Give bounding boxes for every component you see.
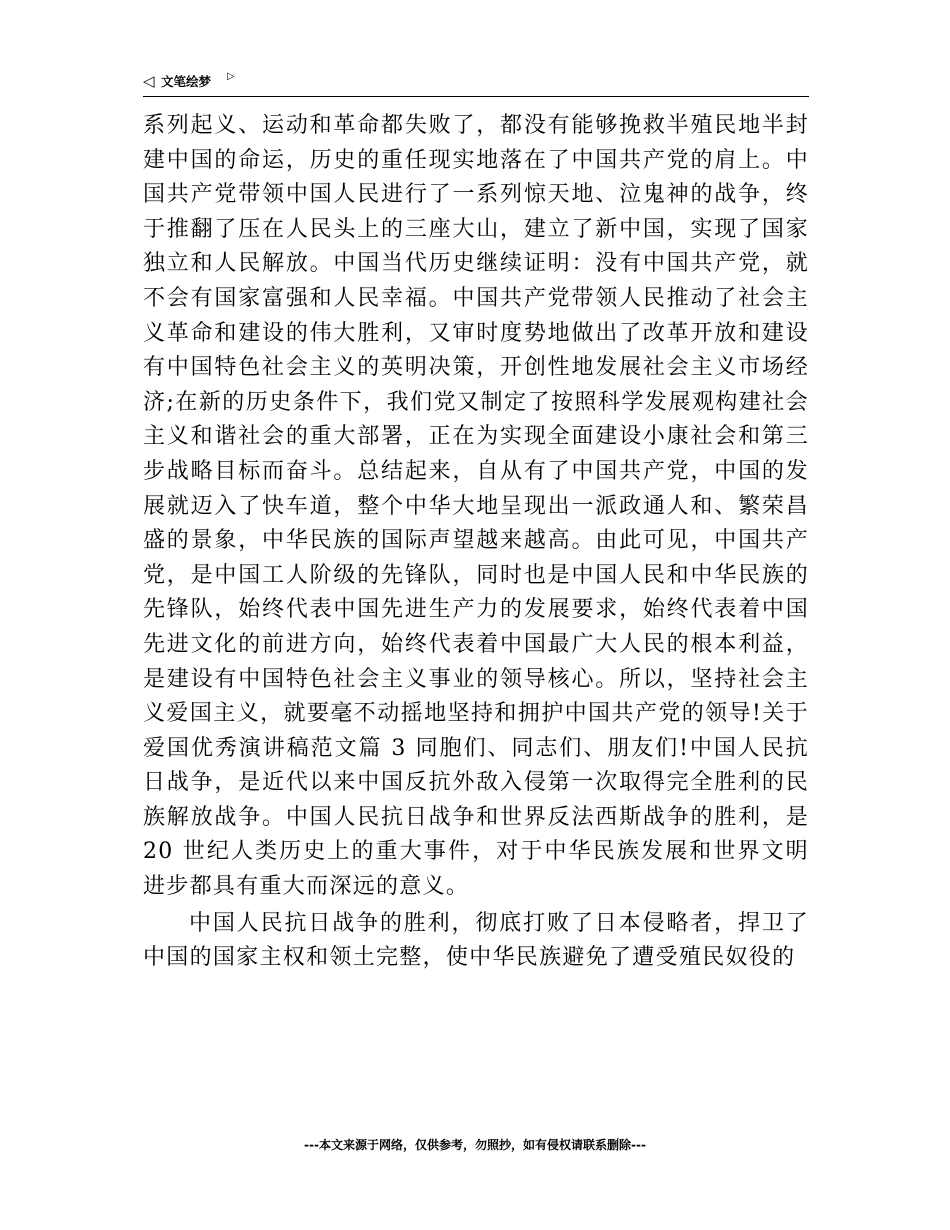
header-title: 文笔绘梦	[161, 74, 212, 89]
page-header	[143, 70, 809, 97]
document-body	[143, 109, 809, 976]
left-triangle-icon: ◁	[143, 72, 155, 90]
page-footer-disclaimer: ---本文来源于网络，仅供参考，勿照抄，如有侵权请联系删除---	[304, 1138, 646, 1152]
body-paragraph-2: 中国人民抗日战争的胜利，彻底打败了日本侵略者，捍卫了中国的国家主权和领土完整，使中华民族避免了遭受殖民奴役的	[143, 910, 809, 971]
body-paragraph-1: 系列起义、运动和革命都失败了，都没有能够挽救半殖民地半封建中国的命运，历史的重任现实地落在了中国共产党的肩上。中国共产党带领中国人民进行了一系列惊天地、泣鬼神的战争，终于推翻了压在人民头上的三座大山，建立了新中国，实现了国家独立和人民解放。中国当代历史继续证明：没有中国共产党，就不会有国家富强和人民幸福。中国共产党带领人民推动了社会主义革命和建设的伟大胜利，又审时度势地做出了改革开放和建设有中国特色社会主义的英明决策，开创性地发展社会主义市场经济;在新的历史条件下，我们党又制定了按照科学发展观构建社会主义和谐社会的重大部署，正在为实现全面建设小康社会和第三步战略目标而奋斗。总结起来，自从有了中国共产党，中国的发展就迈入了快车道，整个中华大地呈现出一派政通人和、繁荣昌盛的景象，中华民族的国际声望越来越高。由此可见，中国共产党，是中国工人阶级的先锋队，同时也是中国人民和中华民族的先锋队，始终代表中国先进生产力的发展要求，始终代表着中国先进文化的前进方向，始终代表着中国最广大人民的根本利益，是建设有中国特色社会主义事业的领导核心。所以，坚持社会主义爱国主义，就要毫不动摇地坚持和拥护中国共产党的领导!关于爱国优秀演讲稿范文篇 3 同胞们、同志们、朋友们!中国人民抗日战争，是近代以来中国反抗外敌入侵第一次取得完全胜利的民族解放战争。中国人民抗日战争和世界反法西斯战争的胜利，是 20 世纪人类历史上的重大事件，对于中华民族发展和世界文明进步都具有重大而深远的意义。	[143, 113, 809, 900]
right-triangle-icon: ▷	[227, 71, 235, 82]
